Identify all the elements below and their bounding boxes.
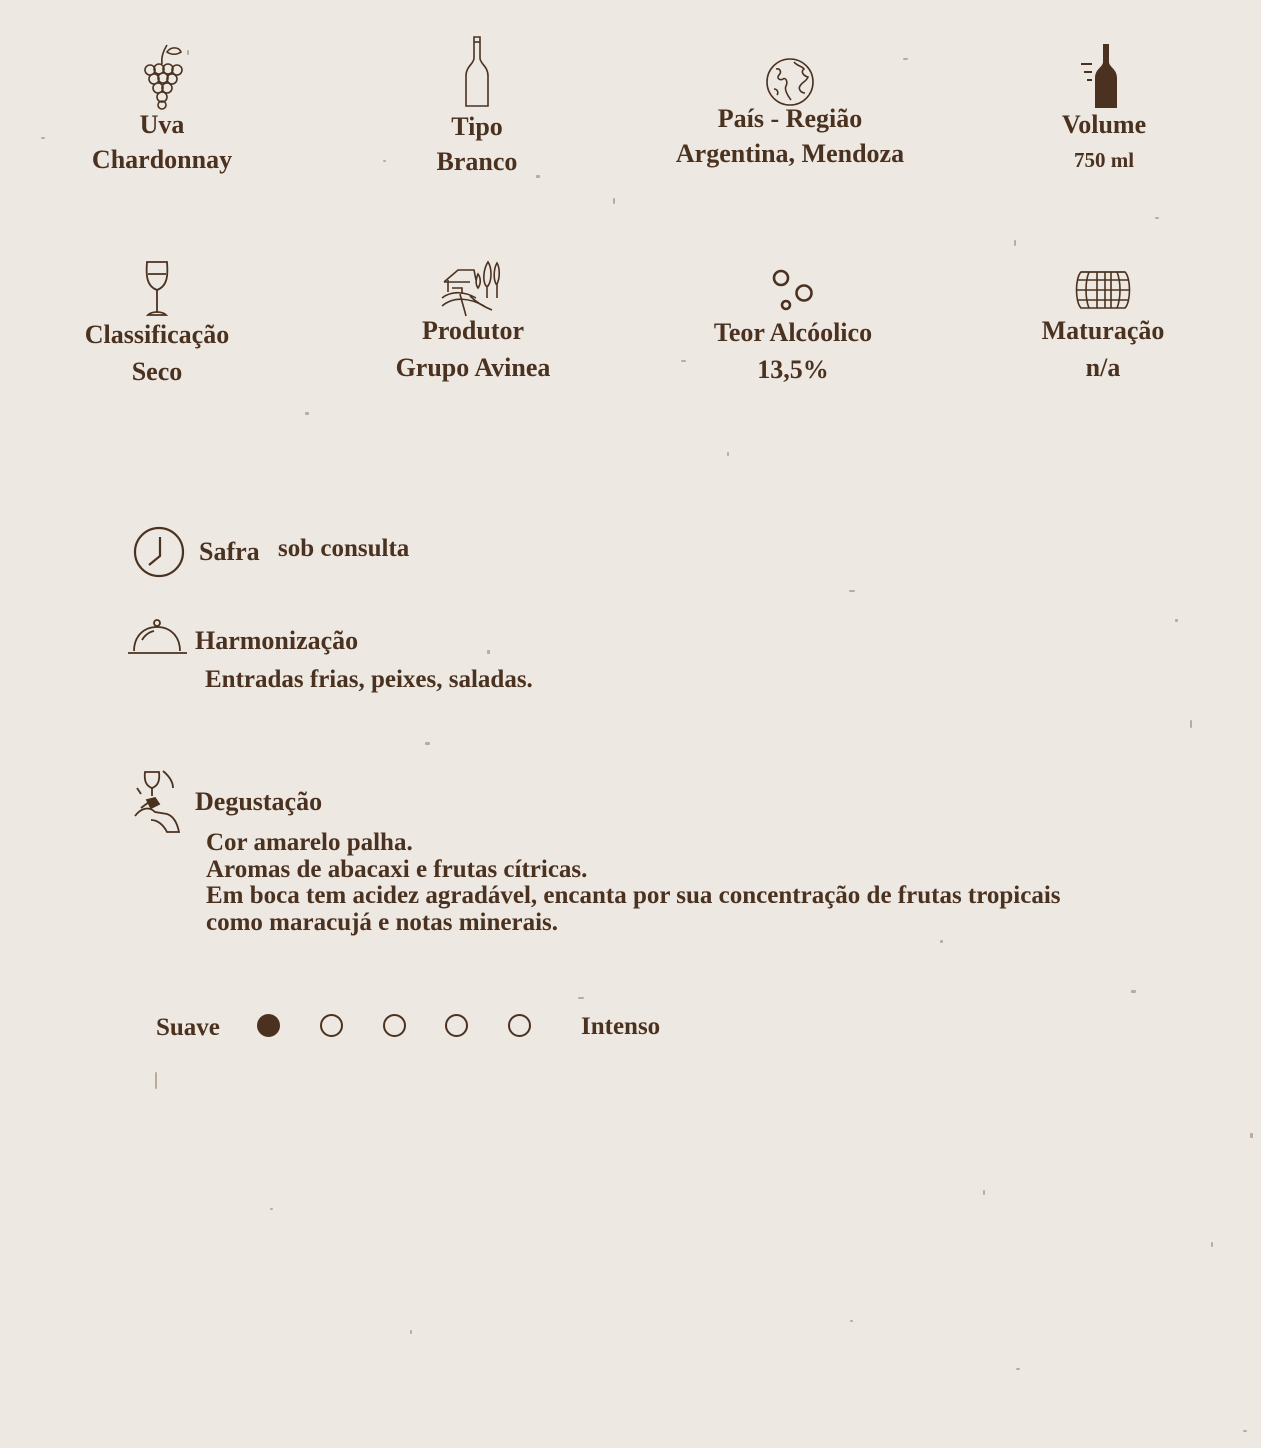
spec-value: 750 ml: [1073, 148, 1135, 172]
degustacao-line: Em boca tem acidez agradável, encanta por sua concentração de frutas tropicais: [206, 882, 1061, 909]
spec-uva: [57, 42, 267, 178]
bottle-filled-icon: [1079, 42, 1129, 110]
safra-label: Safra: [199, 537, 260, 566]
degustacao-line: Aromas de abacaxi e frutas cítricas.: [206, 855, 588, 883]
spec-value: Argentina, Mendoza: [675, 139, 905, 168]
spec-label: Teor Alcóolico: [713, 318, 873, 347]
grape-icon: [137, 42, 187, 110]
clock-icon: [132, 525, 186, 584]
bottle-outline-icon: [464, 36, 490, 108]
spec-volume: [1004, 42, 1204, 178]
intensity-min-label: Suave: [156, 1014, 220, 1041]
degustacao-line: Cor amarelo palha.: [206, 829, 413, 856]
spec-label: Uva: [139, 110, 185, 139]
spec-label: Tipo: [451, 112, 503, 141]
harmonizacao-text: Entradas frias, peixes, saladas.: [205, 666, 533, 693]
spec-maturacao: [1003, 268, 1203, 386]
intensity-dot: [257, 1014, 280, 1037]
spec-value: Chardonnay: [91, 145, 233, 174]
degustacao-line: como maracujá e notas minerais.: [206, 908, 559, 936]
spec-label: Produtor: [421, 316, 525, 345]
cloche-icon: [127, 618, 189, 663]
spec-label: País - Região: [717, 104, 863, 133]
spec-label: Volume: [1061, 110, 1147, 139]
spec-classificacao: [52, 260, 262, 390]
intensity-dot: [508, 1014, 531, 1037]
wine-glass-icon: [142, 260, 172, 318]
degustacao-label: Degustação: [195, 787, 323, 816]
spec-value: Seco: [131, 357, 183, 386]
spec-label: Classificação: [84, 320, 230, 349]
safra-value: sob consulta: [278, 535, 410, 562]
bubbles-icon: [768, 266, 818, 316]
tasting-icon: [133, 768, 183, 839]
degustacao-text: [206, 830, 1061, 936]
intensity-dot: [383, 1014, 406, 1037]
spec-value: Grupo Avinea: [395, 353, 551, 382]
barrel-icon: [1073, 268, 1133, 312]
globe-icon: [764, 56, 816, 108]
intensity-max-label: Intenso: [581, 1013, 661, 1040]
winery-icon: [440, 258, 506, 318]
spec-tipo: [372, 36, 582, 180]
spec-value: n/a: [1085, 353, 1121, 382]
spec-pais-regiao: [650, 56, 930, 172]
spec-teor-alcoolico: [683, 266, 903, 388]
spec-value: 13,5%: [757, 355, 829, 384]
spec-produtor: [368, 258, 578, 386]
spec-value: Branco: [436, 147, 518, 176]
intensity-dot: [445, 1014, 468, 1037]
spec-label: Maturação: [1041, 316, 1165, 345]
intensity-dot: [320, 1014, 343, 1037]
harmonizacao-label: Harmonização: [195, 626, 359, 655]
